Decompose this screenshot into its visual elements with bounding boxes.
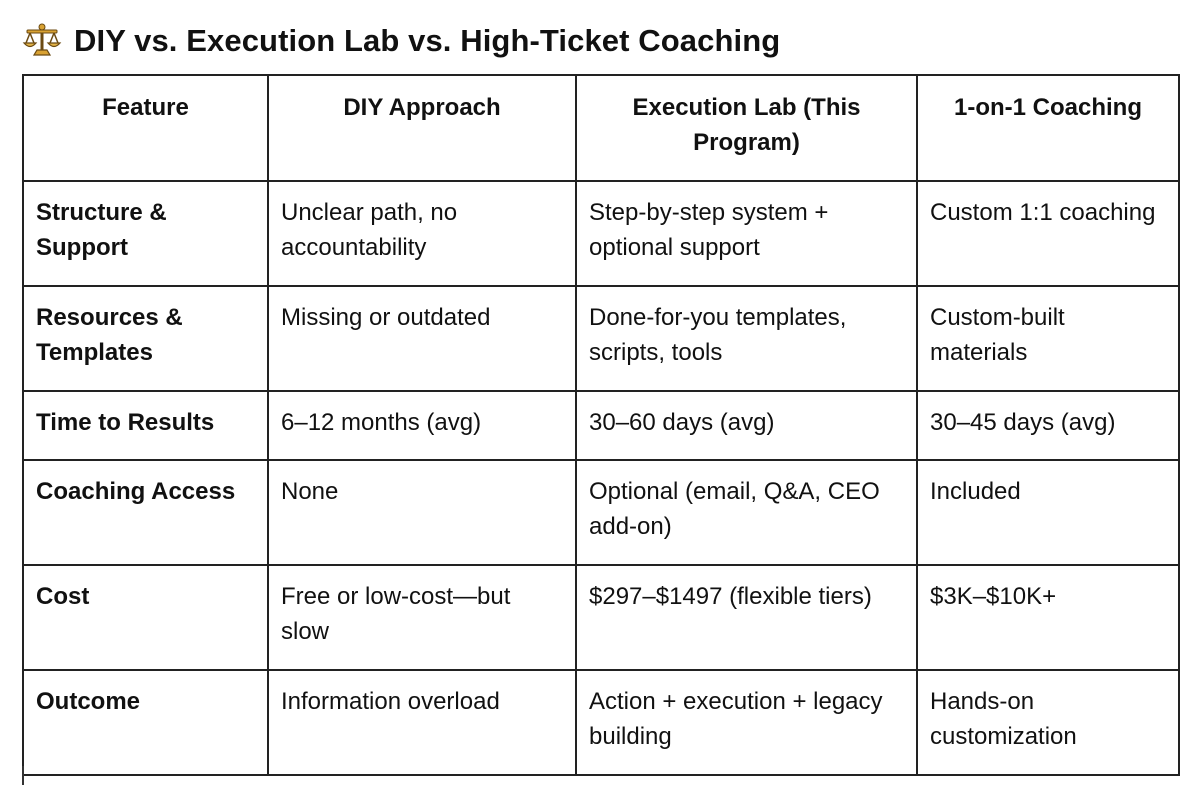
table-row [23,181,1179,286]
table-cell: 30–60 days (avg) [576,391,917,460]
table-cell: None [268,460,576,565]
feature-cell: Cost [23,565,268,670]
table-cell: Hands-on customization [917,670,1179,775]
table-row [23,670,1179,775]
table-row [23,460,1179,565]
table-cell: Information overload [268,670,576,775]
feature-cell: Resources & Templates [23,286,268,391]
table-cell: $297–$1497 (flexible tiers) [576,565,917,670]
table-cell: Missing or outdated [268,286,576,391]
table-cell: $3K–$10K+ [917,565,1179,670]
text-cursor [22,766,24,785]
feature-cell: Coaching Access [23,460,268,565]
table-cell: Done-for-you templates, scripts, tools [576,286,917,391]
document-title [22,18,780,64]
table-cell: Action + execution + legacy building [576,670,917,775]
table-cell: Custom-built materials [917,286,1179,391]
table-cell: 6–12 months (avg) [268,391,576,460]
table-cell: Unclear path, no accountability [268,181,576,286]
header-row [23,75,1179,181]
feature-cell: Outcome [23,670,268,775]
header-cell-coaching: 1-on-1 Coaching [917,75,1179,181]
comparison-table [22,74,1180,776]
table-cell: 30–45 days (avg) [917,391,1179,460]
header-cell-execution-lab: Execution Lab (This Program) [576,75,917,181]
table-cell: Free or low-cost—but slow [268,565,576,670]
page-title: DIY vs. Execution Lab vs. High-Ticket Coaching [74,23,781,58]
table-cell: Step-by-step system + optional support [576,181,917,286]
table-row [23,391,1179,460]
header-cell-feature: Feature [23,75,268,181]
feature-cell: Structure & Support [23,181,268,286]
table-row [23,565,1179,670]
table-cell: Included [917,460,1179,565]
table-row [23,286,1179,391]
feature-cell: Time to Results [23,391,268,460]
balance-scale-icon [22,21,62,61]
table-cell: Custom 1:1 coaching [917,181,1179,286]
header-cell-diy: DIY Approach [268,75,576,181]
table-cell: Optional (email, Q&A, CEO add-on) [576,460,917,565]
